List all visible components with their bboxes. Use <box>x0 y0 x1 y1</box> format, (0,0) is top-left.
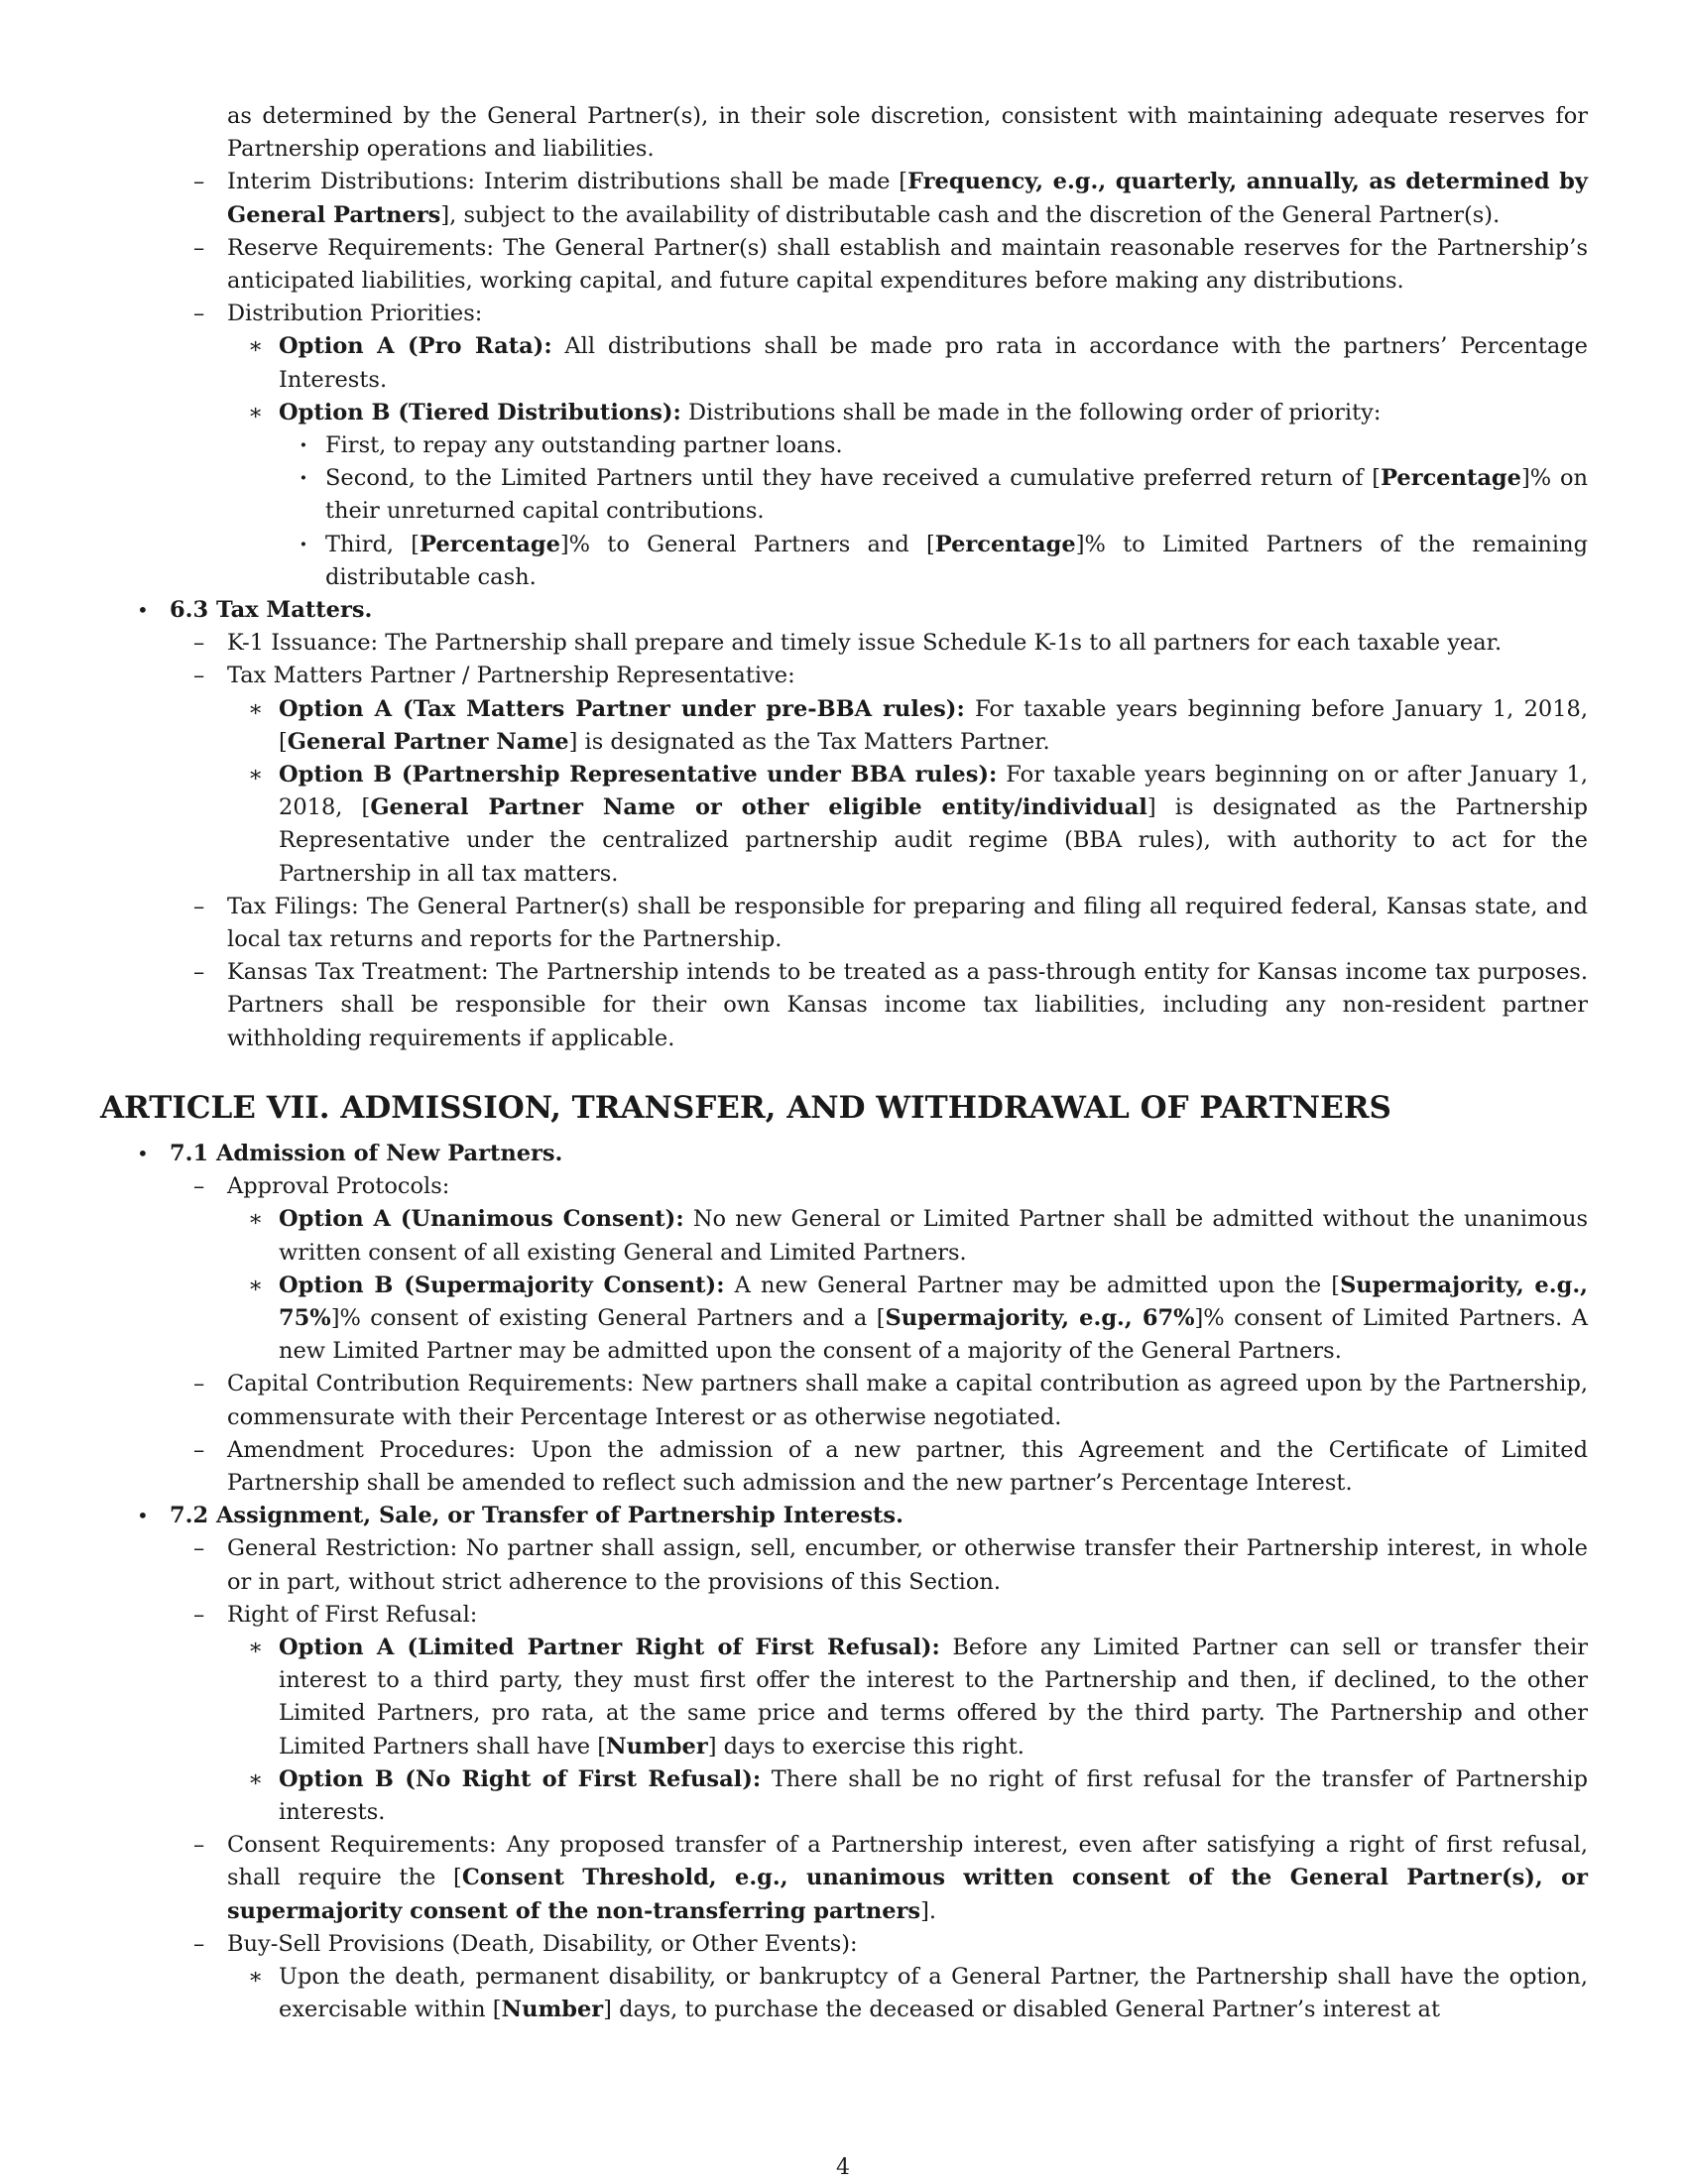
list-item-admission-option-a <box>100 1203 1588 1269</box>
section-heading-tax-matters <box>100 594 1588 627</box>
paragraph-text: Consent Requirements: Any proposed transfer of a Partnership interest, even after satisfying a right of first refusal, shall require the [Consent Threshold, e.g., unanimous written consent of the General Partner(s), or supermajority consent of the non-transferring partners]. <box>227 1832 1588 1924</box>
round-bullet-icon: • <box>137 598 149 623</box>
section-heading-admission <box>100 1138 1588 1170</box>
paragraph-text: Option A (Tax Matters Partner under pre-BBA rules): For taxable years beginning before January 1, 2018, [General Partner Name] is designated as the Tax Matters Partner. <box>279 695 1588 755</box>
asterisk-bullet-icon: ∗ <box>248 1272 264 1298</box>
paragraph-text: Second, to the Limited Partners until they have received a cumulative preferred return of [Percentage]% on their unreturned capital contributions. <box>325 465 1588 525</box>
dash-bullet-icon: – <box>193 169 205 195</box>
paragraph-text: as determined by the General Partner(s), in their sole discretion, consistent with maintaining adequate reserves for Partnership operations and liabilities. <box>227 103 1588 163</box>
paragraph-text: First, to repay any outstanding partner loans. <box>325 432 843 459</box>
intro-continuation <box>100 100 1588 166</box>
list-item-kansas-tax <box>100 956 1588 1055</box>
list-item-tier-1 <box>100 429 1588 462</box>
round-bullet-icon: • <box>137 1504 149 1528</box>
paragraph-text: K-1 Issuance: The Partnership shall prepare and timely issue Schedule K-1s to all partners for each taxable year. <box>227 630 1503 657</box>
paragraph-text: Capital Contribution Requirements: New partners shall make a capital contribution as agreed upon by the Partnership, commensurate with their Percentage Interest or as otherwise negotiated. <box>227 1371 1588 1430</box>
paragraph-text: Upon the death, permanent disability, or bankruptcy of a General Partner, the Partnership shall have the option, exercisable within [Number] days, to purchase the deceased or disabled General Partner’s interest at <box>279 1963 1588 2023</box>
paragraph-text: Option B (Supermajority Consent): A new General Partner may be admitted upon the [Supermajority, e.g., 75%]% consent of existing General Partners and a [Supermajority, e.g., 67%]% consent of Limited Partners. A new Limited Partner may be admitted upon the consent of a majority of the General Partners. <box>279 1272 1588 1365</box>
list-item-approval-protocols <box>100 1170 1588 1203</box>
asterisk-bullet-icon: ∗ <box>248 333 264 360</box>
dash-bullet-icon: – <box>193 1371 205 1397</box>
document-page <box>100 100 1588 2026</box>
list-item-buy-sell <box>100 1928 1588 1961</box>
section-heading: 6.3 Tax Matters. <box>170 597 373 624</box>
list-item-general-restriction <box>100 1532 1588 1598</box>
paragraph-text: Buy-Sell Provisions (Death, Disability, or Other Events): <box>227 1930 858 1957</box>
paragraph-text: General Restriction: No partner shall assign, sell, encumber, or otherwise transfer their Partnership interest, in whole or in part, without strict adherence to the provisions of this Section. <box>227 1535 1588 1595</box>
list-item-tax-option-b <box>100 759 1588 891</box>
list-item-amendment-procedures <box>100 1434 1588 1500</box>
paragraph-text: Distribution Priorities: <box>227 301 483 327</box>
dash-bullet-icon: – <box>193 630 205 657</box>
list-item-consent-requirements <box>100 1829 1588 1928</box>
asterisk-bullet-icon: ∗ <box>248 1634 264 1660</box>
list-item-tax-matters-partner <box>100 660 1588 692</box>
asterisk-bullet-icon: ∗ <box>248 1765 264 1792</box>
dash-bullet-icon: – <box>193 663 205 689</box>
paragraph-text: Option B (No Right of First Refusal): There shall be no right of first refusal for the transfer of Partnership interests. <box>279 1765 1588 1825</box>
paragraph-text: Option B (Partnership Representative under BBA rules): For taxable years beginning on or after January 1, 2018, [General Partner Name or other eligible entity/individual] is designated as the Partnership Representative under the centralized partnership audit regime (BBA rules), with authority to act for the Partnership in all tax matters. <box>279 762 1589 887</box>
dash-bullet-icon: – <box>193 893 205 919</box>
paragraph-text: Interim Distributions: Interim distributions shall be made [Frequency, e.g., quarterly, annually, as determined by General Partners], subject to the availability of distributable cash and the discretion of the General Partner(s). <box>227 169 1588 228</box>
list-item-buy-sell-death <box>100 1961 1588 2026</box>
list-item-rofr-option-b <box>100 1763 1588 1829</box>
list-item-right-of-first-refusal <box>100 1599 1588 1632</box>
paragraph-text: Kansas Tax Treatment: The Partnership intends to be treated as a pass-through entity for Kansas income tax purposes. Partners shall be responsible for their own Kansas income tax liabilities, including any non-resident partner withholding requirements if applicable. <box>227 959 1588 1051</box>
paragraph-text: Right of First Refusal: <box>227 1601 478 1628</box>
dash-bullet-icon: – <box>193 1601 205 1628</box>
paragraph-text: Option B (Tiered Distributions): Distributions shall be made in the following order of priority: <box>279 399 1382 425</box>
section-heading-transfer <box>100 1500 1588 1532</box>
asterisk-bullet-icon: ∗ <box>248 695 264 722</box>
list-item-admission-option-b <box>100 1270 1588 1369</box>
paragraph-text: Reserve Requirements: The General Partner(s) shall establish and maintain reasonable reserves for the Partnership’s anticipated liabilities, working capital, and future capital expenditures before making any distributions. <box>227 234 1588 295</box>
list-item-priority-option-a <box>100 330 1588 396</box>
dash-bullet-icon: – <box>193 1535 205 1562</box>
article-heading: ARTICLE VII. ADMISSION, TRANSFER, AND WITHDRAWAL OF PARTNERS <box>100 1089 1391 1126</box>
dash-bullet-icon: – <box>193 1930 205 1957</box>
paragraph-text: Third, [Percentage]% to General Partners and [Percentage]% to Limited Partners of the remaining distributable cash. <box>325 531 1588 590</box>
asterisk-bullet-icon: ∗ <box>248 399 264 425</box>
list-item-priority-option-b <box>100 397 1588 429</box>
paragraph-text: Amendment Procedures: Upon the admission of a new partner, this Agreement and the Certificate of Limited Partnership shall be amended to reflect such admission and the new partner’s Percentage Interest. <box>227 1436 1588 1496</box>
page-number: 4 <box>836 2155 850 2180</box>
list-item-distribution-priorities <box>100 298 1588 330</box>
asterisk-bullet-icon: ∗ <box>248 1963 264 1990</box>
list-item-interim-distributions <box>100 166 1588 231</box>
paragraph-text: Approval Protocols: <box>227 1173 450 1200</box>
paragraph-text: Option A (Unanimous Consent): No new General or Limited Partner shall be admitted without the unanimous written consent of all existing General and Limited Partners. <box>279 1206 1588 1266</box>
list-item-tax-option-a <box>100 693 1588 759</box>
list-item-tax-filings <box>100 891 1588 956</box>
asterisk-bullet-icon: ∗ <box>248 762 264 789</box>
paragraph-text: Option A (Limited Partner Right of First Refusal): Before any Limited Partner can sell or transfer their interest to a third party, they must first offer the interest to the Partnership and then, if declined, to the other Limited Partners, pro rata, at the same price and terms offered by the third party. The Partnership and other Limited Partners shall have [Number] days to exercise this right. <box>279 1634 1589 1759</box>
paragraph-text: Tax Filings: The General Partner(s) shall be responsible for preparing and filing all required federal, Kansas state, and local tax returns and reports for the Partnership. <box>227 893 1588 953</box>
dash-bullet-icon: – <box>193 234 205 261</box>
dot-bullet-icon: · <box>300 465 307 492</box>
dot-bullet-icon: · <box>300 432 307 459</box>
paragraph-text: Tax Matters Partner / Partnership Representative: <box>227 663 795 689</box>
dot-bullet-icon: · <box>300 531 307 557</box>
list-item-rofr-option-a <box>100 1632 1588 1763</box>
asterisk-bullet-icon: ∗ <box>248 1206 264 1233</box>
round-bullet-icon: • <box>137 1141 149 1165</box>
dash-bullet-icon: – <box>193 1832 205 1859</box>
list-item-k1-issuance <box>100 627 1588 660</box>
section-heading: 7.2 Assignment, Sale, or Transfer of Partnership Interests. <box>170 1503 903 1529</box>
dash-bullet-icon: – <box>193 959 205 986</box>
dash-bullet-icon: – <box>193 1173 205 1200</box>
dash-bullet-icon: – <box>193 301 205 327</box>
list-item-capital-contribution <box>100 1368 1588 1433</box>
paragraph-text: Option A (Pro Rata): All distributions shall be made pro rata in accordance with the partners’ Percentage Interests. <box>279 333 1588 393</box>
list-item-tier-3 <box>100 529 1588 594</box>
dash-bullet-icon: – <box>193 1436 205 1463</box>
list-item-reserve-requirements <box>100 232 1588 298</box>
list-item-tier-2 <box>100 462 1588 528</box>
section-heading: 7.1 Admission of New Partners. <box>170 1140 563 1166</box>
